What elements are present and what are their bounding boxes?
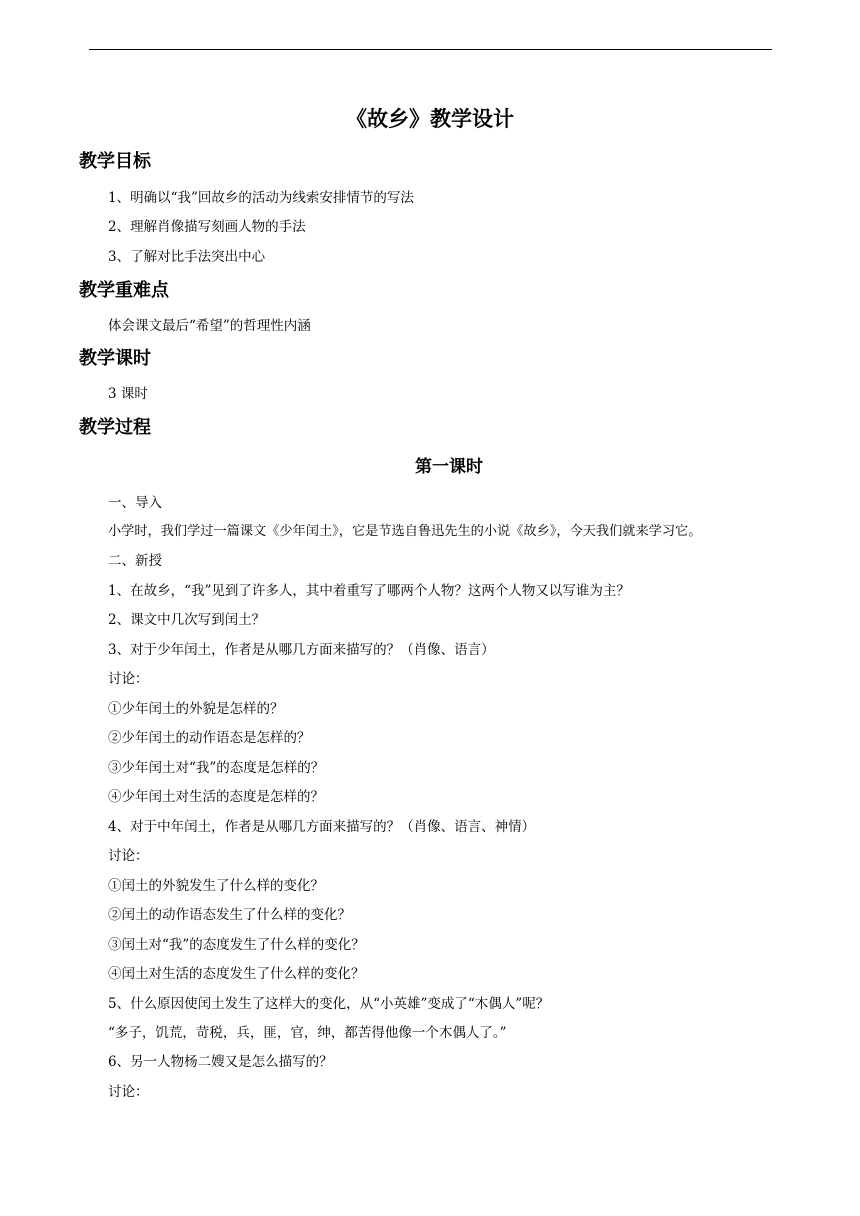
process-line: 小学时，我们学过一篇课文《少年闰土》，它是节选自鲁迅先生的小说《故乡》，今天我们就来学习它。: [108, 524, 702, 539]
process-line: 6、另一人物杨二嫂又是怎么描写的？: [108, 1054, 333, 1070]
section-heading-hours: 教学课时: [79, 348, 151, 369]
process-line: 2、课文中几次写到闰土？: [108, 612, 266, 628]
process-line: 一、导入: [108, 495, 162, 511]
process-line: ④少年闰土对生活的态度是怎样的？: [108, 789, 324, 805]
process-line: ③少年闰土对“我”的态度是怎样的？: [108, 760, 325, 776]
goal-item: 1、明确以“我”回故乡的活动为线索安排情节的写法: [108, 190, 414, 206]
process-line: 1、在故乡，“我”见到了许多人，其中着重写了哪两个人物？这两个人物又以写谁为主？: [108, 583, 630, 599]
process-line: “多子，饥荒，苛税，兵，匪，官，绅，都苦得他像一个木偶人了。”: [108, 1025, 507, 1041]
process-line: ④闰土对生活的态度发生了什么样的变化？: [108, 966, 365, 982]
hours-text: 3 课时: [108, 386, 148, 402]
process-line: ③闰土对“我”的态度发生了什么样的变化？: [108, 937, 365, 953]
goal-item: 2、理解肖像描写刻画人物的手法: [108, 219, 306, 235]
process-line: 讨论：: [108, 1084, 149, 1100]
section-heading-goals: 教学目标: [79, 151, 151, 172]
section-heading-key-points: 教学重难点: [79, 280, 169, 301]
goal-item: 3、了解对比手法突出中心: [108, 249, 266, 265]
process-line: 3、对于少年闰土，作者是从哪几方面来描写的？（肖像、语言）: [108, 642, 495, 658]
process-line: 4、对于中年闰土，作者是从哪几方面来描写的？（肖像、语言、神情）: [108, 819, 536, 835]
process-line: ②闰土的动作语态发生了什么样的变化？: [108, 907, 351, 923]
process-line: ②少年闰土的动作语态是怎样的？: [108, 730, 311, 746]
lesson-title: 第一课时: [415, 457, 483, 477]
process-line: 讨论：: [108, 848, 149, 864]
process-line: 5、什么原因使闰土发生了这样大的变化，从“小英雄”变成了“木偶人”呢？: [108, 996, 550, 1012]
header-rule: [89, 49, 772, 50]
section-heading-process: 教学过程: [79, 417, 151, 438]
key-points-text: 体会课文最后“希望”的哲理性内涵: [108, 318, 311, 334]
process-line: ①闰土的外貌发生了什么样的变化？: [108, 878, 324, 894]
process-line: 二、新授: [108, 553, 162, 569]
process-line: 讨论：: [108, 671, 149, 687]
process-line: ①少年闰土的外貌是怎样的？: [108, 701, 284, 717]
document-title: 《故乡》教学设计: [346, 107, 514, 131]
